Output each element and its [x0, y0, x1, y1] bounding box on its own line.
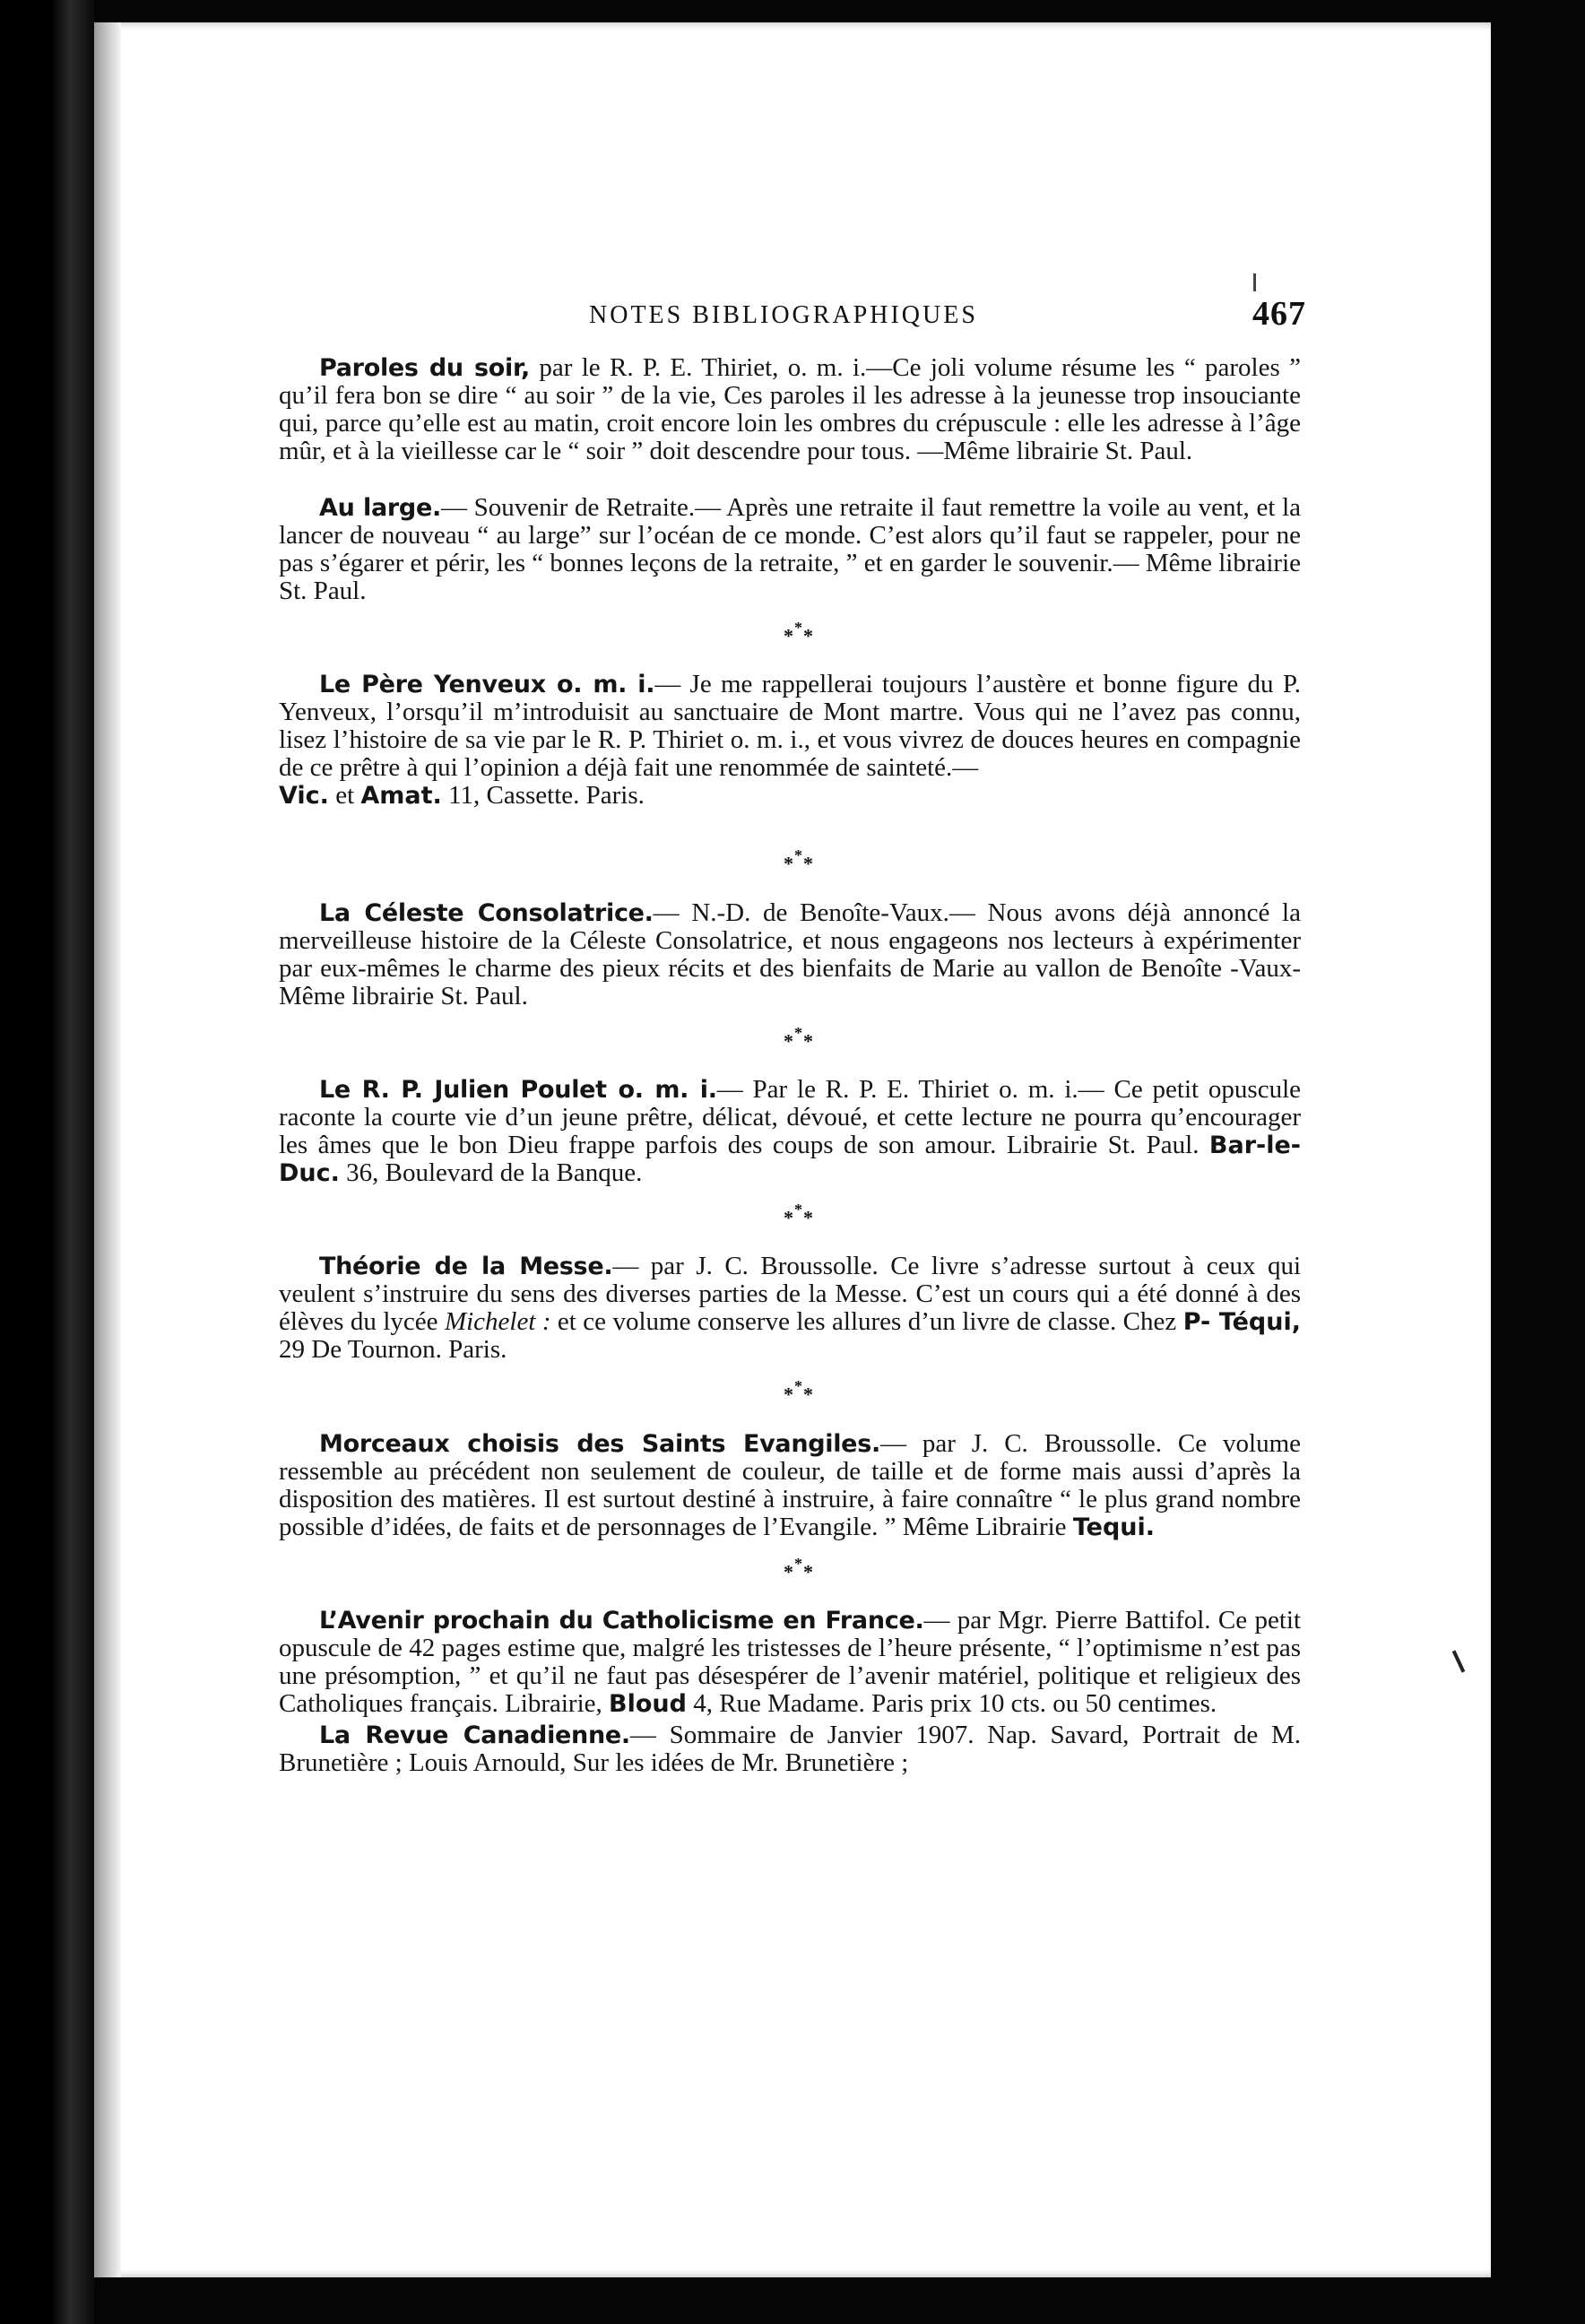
entry-text: et ce volume conserve les allures d’un livre de classe. Chez — [550, 1307, 1183, 1337]
entry-morceaux-choisis — [279, 1430, 1301, 1541]
section-separator: *** — [784, 846, 814, 875]
publisher-ref: P- Téqui, — [1182, 1308, 1301, 1337]
section-separator: *** — [784, 619, 814, 647]
running-head — [490, 296, 1306, 337]
page-number: 467 — [1252, 295, 1306, 333]
entry-theorie-messe — [279, 1253, 1301, 1364]
entry-text: 4, Rue Madame. Paris prix 10 cts. ou 50 centimes. — [686, 1688, 1217, 1718]
publisher-ref: Bloud — [609, 1689, 687, 1718]
entry-text: — N.-D. de Benoîte-Vaux.— Nous avons déjà annoncé la merveilleuse histoire de la Céleste Consolatrice, et nous engageons nos lecteurs à expérimenter par eux-mêmes le charme des pieux récits et des bienfaits de Marie au vallon de Benoîte -Vaux- Même librairie St. Paul. — [279, 898, 1301, 1010]
section-separator: *** — [784, 1023, 814, 1052]
entry-text: et — [328, 781, 361, 811]
publisher-ref: Tequi. — [1072, 1513, 1156, 1541]
entry-revue-canadienne — [279, 1721, 1301, 1777]
entry-heading: La Revue Canadienne. — [319, 1721, 630, 1749]
page-gutter-shadow — [94, 22, 121, 2277]
publisher-ref: Vic. — [279, 782, 329, 811]
running-title: NOTES BIBLIOGRAPHIQUES — [589, 301, 978, 329]
entry-heading: La Céleste Consolatrice. — [319, 898, 654, 927]
publisher-ref: Amat. — [360, 782, 442, 811]
section-separator: *** — [784, 1554, 814, 1583]
entry-text: — Sommaire de Janvier 1907. Nap. Savard, Portrait de M. Brunetière ; Louis Arnould, Sur les idées de Mr. Brunetière ; — [279, 1720, 1302, 1777]
entry-heading: Théorie de la Messe. — [319, 1253, 613, 1281]
entry-heading: Paroles du soir, — [319, 354, 530, 382]
entry-pere-yenveux — [279, 671, 1301, 810]
entry-julien-poulet — [279, 1076, 1301, 1187]
entry-paroles-du-soir — [279, 354, 1301, 465]
entry-heading: Le R. P. Julien Poulet o. m. i. — [319, 1075, 717, 1104]
entry-heading: Le Père Yenveux o. m. i. — [319, 671, 655, 699]
entry-text: 11, Cassette. Paris. — [441, 781, 645, 811]
entry-text: — Je me rappellerai toujours l’austère et bonne figure du P. Yenveux, l’orsqu’il m’introduisit au sanctuaire de Mont martre. Vous qui ne l’avez pas connu, lisez l’histoire de sa vie par le R. P. Thiriet o. m. i., et vous vivrez de douces heures en compagnie de ce prêtre à qui l’opinion a déjà fait une renommée de sainteté.— — [279, 670, 1301, 783]
entry-text: 36, Boulevard de la Banque. — [339, 1158, 643, 1187]
book-binding-edge — [0, 0, 94, 2324]
entry-heading: Au large. — [319, 494, 441, 522]
entry-text: — Par le R. P. E. Thiriet o. m. i.— Ce petit opuscule raconte la courte vie d’un jeune prêtre, délicat, dévoué, et cette lecture ne pourra qu’encourager les âmes que le bon Dieu frappe parfois des coups de son amour. Librairie St. Paul. — [279, 1074, 1301, 1159]
entry-heading: L’Avenir prochain du Catholicisme en France. — [319, 1606, 924, 1635]
publisher-ref: Bar-le-Duc. — [279, 1131, 1301, 1187]
entry-heading: Morceaux choisis des Saints Evangiles. — [319, 1429, 880, 1458]
printer-mark — [1253, 273, 1256, 291]
entry-text: 29 De Tournon. Paris. — [279, 1335, 507, 1365]
entry-italic: Michelet : — [444, 1307, 551, 1337]
entry-avenir-catholicisme — [279, 1607, 1301, 1718]
entry-celeste-consolatrice — [279, 899, 1301, 1010]
entry-text: par le R. P. E. Thiriet, o. m. i.—Ce joli volume résume les “ paroles ” qu’il fera bon se dire “ au soir ” de la vie, Ces paroles il les adresse à la jeunesse trop insouciante qui, parce qu’elle est au matin, croit encore loin les ombres du crépuscule : elle les adresse à l’âge mûr, et à la vieillesse car le “ soir ” doit descendre pour tous. —Même librairie St. Paul. — [279, 353, 1301, 465]
entry-text: — par J. C. Broussolle. Ce livre s’adresse surtout à ceux qui veulent s’instruire du sens des diverses parties de la Messe. C’est un cours qui a été donné à des élèves du lycée — [279, 1252, 1302, 1337]
entry-text: — Souvenir de Retraite.— Après une retraite il faut remettre la voile au vent, et la lancer de nouveau “ au large” sur l’océan de ce monde. C’est alors qu’il faut se rappeler, pour ne pas s’égarer et périr, les “ bonnes leçons de la retraite, ” et en garder le souvenir.— Même librairie St. Paul. — [279, 493, 1301, 605]
entry-text: — par J. C. Broussolle. Ce volume ressemble au précédent non seulement de couleur, de taille et de forme mais aussi d’après la disposition des matières. Il est surtout destiné à instruire, à faire connaître “ le plus grand nombre possible d’idées, de faits et de personnages de l’Evangile. ” Même Librairie — [279, 1428, 1302, 1541]
section-separator: *** — [784, 1377, 814, 1406]
section-separator: *** — [784, 1200, 814, 1229]
entry-au-large — [279, 494, 1301, 605]
bibliographic-notes — [279, 354, 1301, 1777]
entry-text: — par Mgr. Pierre Battifol. Ce petit opuscule de 42 pages estime que, malgré les tristesses de l’heure présente, “ l’optimisme n’est pas une présomption, ” et qu’il ne faut pas désespérer de l’avenir matériel, politique et religieux des Catholiques français. Librairie, — [279, 1605, 1301, 1718]
